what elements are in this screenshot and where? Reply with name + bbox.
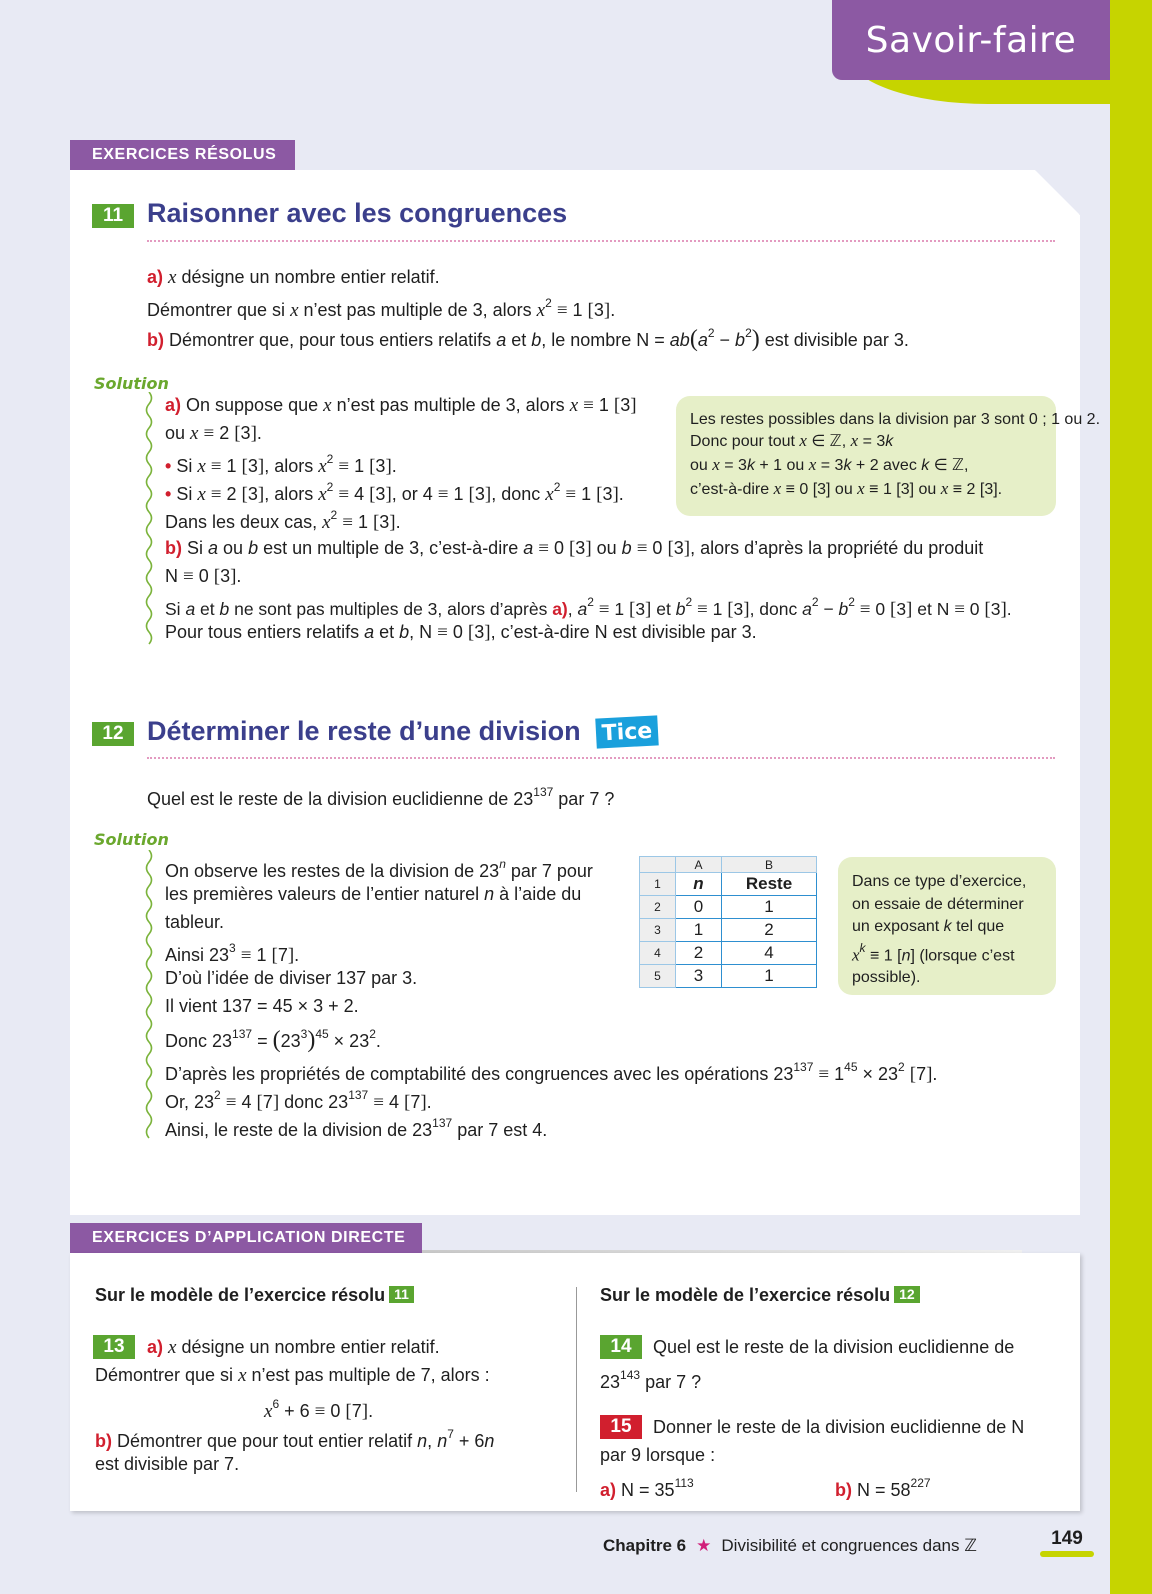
section-header-application: EXERCICES D’APPLICATION DIRECTE [70,1223,422,1253]
sol11-a-line1: a) On suppose que x n’est pas multiple de 3, alors x ≡ 1 [3] [165,395,637,416]
ex13-line2: Démontrer que si x n’est pas multiple de 7, alors : [95,1365,490,1386]
exercise-11-title: Raisonner avec les congruences [147,198,568,228]
row-number: 5 [640,965,676,988]
ex13-line4: b) Démontrer que pour tout entier relatif n, $n^7 + 6n$ [95,1427,495,1451]
sol12-line9: Or, $23^2 \equiv 4$ [7] donc $23^{137} \equiv 4$ [7]. [165,1088,432,1113]
sol11-b-line1: b) Si a ou b est un multiple de 3, c’est-à-dire a ≡ 0 [3] ou b ≡ 0 [3], alors d’après la propriété du produit [165,538,984,559]
col-letter: B [722,857,817,873]
exercise-number-15: 15 [600,1415,642,1439]
page-number-underline [1040,1551,1094,1557]
ex14-line1: Quel est le reste de la division euclidienne de [653,1337,1015,1357]
sol12-line7: Donc $23^{137} = (23^3)^{45} \times 23^2$. [165,1027,381,1053]
sol11-b-line3: Si a et b ne sont pas multiples de 3, alors d’après a), $a^2 \equiv 1$ [3] et $b^2 \equiv 1$ [3], donc $a^2 - b^2 \equiv 0$ [3] et N ≡ 0 [3]. [165,595,1012,620]
exercise-number-12: 12 [92,722,134,746]
col-letter: A [676,857,722,873]
tice-badge: Tice [595,715,658,748]
sol11-b-line2: N ≡ 0 [3]. [165,566,242,587]
ex11-question-a-line2: Démontrer que si x n’est pas multiple de 3, alors $x^2 \equiv 1$ [3]. [147,296,616,321]
sol12-line3: tableur. [165,912,225,932]
exercise-number-13: 13 [93,1335,135,1359]
ex11-side-note: Les restes possibles dans la division par 3 sont 0 ; 1 ou 2. Donc pour tout x ∈ ℤ, x = 3k ou x = 3k + 1 ou x = 3k + 2 avec k ∈ ℤ, c’est-à-dire x ≡ 0 [3] ou x ≡ 1 [3] ou x ≡ 2 [3]. [676,396,1056,516]
row-number: 3 [640,919,676,942]
left-column-title: Sur le modèle de l’exercice résolu 11 [95,1285,414,1306]
table-header-cell: n [676,873,722,896]
ex15-line2: par 9 lorsque : [600,1445,716,1465]
sol11-a-line5: Dans les deux cas, $x^2 \equiv 1$ [3]. [165,508,401,533]
row-number: 1 [640,873,676,896]
solution-margin-squiggle [143,850,155,1140]
sol12-line4: Ainsi $23^3 \equiv 1$ [7]. [165,941,300,966]
ex15-a: a) $N = 35^{113}$ [600,1476,694,1500]
sol12-line5: D’où l’idée de diviser 137 par 3. [165,968,418,988]
exercise-12-title: Déterminer le reste d’une division [147,716,581,746]
sol12-line2: les premières valeurs de l’entier naturel n à l’aide du [165,884,582,904]
sol12-line1: On observe les restes de la division de 23$^n$ par 7 pour [165,857,593,881]
table-cell: 3 [676,965,722,988]
column-divider [576,1287,577,1492]
sol11-a-line2: ou x ≡ 2 [3]. [165,423,262,444]
ex13-line5: est divisible par 7. [95,1454,240,1474]
footer-chapter: Chapitre 6 ★ Divisibilité et congruences dans ℤ [603,1536,977,1555]
ex12-side-note: Dans ce type d’exercice, on essaie de déterminer un exposant k tel que $x^k \equiv 1$ [n] (lorsque c’est possible). [838,857,1056,995]
ex15-b: b) $N = 58^{227}$ [835,1476,931,1500]
table-cell: 1 [722,965,817,988]
exercise-number-14: 14 [600,1335,642,1359]
table-cell: 4 [722,942,817,965]
sol11-a-line4: • Si x ≡ 2 [3], alors $x^2 \equiv 4$ [3], or 4 ≡ 1 [3], donc $x^2 \equiv 1$ [3]. [165,480,624,505]
sol12-line6: Il vient 137 = 45 × 3 + 2. [165,996,359,1016]
section-header-resolus: EXERCICES RÉSOLUS [70,140,295,170]
solution-label-12: Solution [94,830,169,849]
sol11-b-line4: Pour tous entiers relatifs a et b, N ≡ 0 [3], c’est-à-dire N est divisible par 3. [165,622,757,643]
table-header-cell: Reste [722,873,817,896]
ex13-line3: $x^6 + 6 \equiv 0$ [7]. [264,1397,374,1422]
table-cell: 2 [676,942,722,965]
ex11-question-b: b) Démontrer que, pour tous entiers relatifs a et b, le nombre $N = ab(a^2 - b^2)$ est divisible par 3. [147,326,909,352]
ex12-question: Quel est le reste de la division euclidienne de $23^{137}$ par 7 ? [147,785,615,809]
ex15-line1: Donner le reste de la division euclidienne de N [653,1417,1025,1437]
spreadsheet-table [639,856,817,988]
title-underline [147,757,1055,759]
sol12-line10: Ainsi, le reste de la division de $23^{137}$ par 7 est 4. [165,1116,548,1140]
solution-margin-squiggle [143,392,155,650]
solution-label-11: Solution [94,374,169,393]
row-number: 2 [640,896,676,919]
right-column-title: Sur le modèle de l’exercice résolu 12 [600,1285,920,1306]
ex14-line2: $23^{143}$ par 7 ? [600,1368,702,1392]
sol11-a-line3: • Si x ≡ 1 [3], alors $x^2 \equiv 1$ [3]. [165,452,397,477]
table-cell: 1 [676,919,722,942]
sol12-line8: D’après les propriétés de comptabilité des congruences avec les opérations $23^{137} \equiv 1^{45} \times 23^2$ [7]. [165,1060,938,1085]
title-underline [147,240,1055,242]
table-cell: 1 [722,896,817,919]
savoir-faire-tab: Savoir-faire [832,0,1110,80]
table-cell: 2 [722,919,817,942]
right-color-band [1110,0,1152,1594]
ex13-line1: a) x désigne un nombre entier relatif. [147,1337,440,1358]
page-number: 149 [1051,1528,1083,1549]
exercise-number-11: 11 [92,204,134,228]
ex11-question-a: a) x désigne un nombre entier relatif. [147,267,440,288]
table-cell: 0 [676,896,722,919]
row-number: 4 [640,942,676,965]
